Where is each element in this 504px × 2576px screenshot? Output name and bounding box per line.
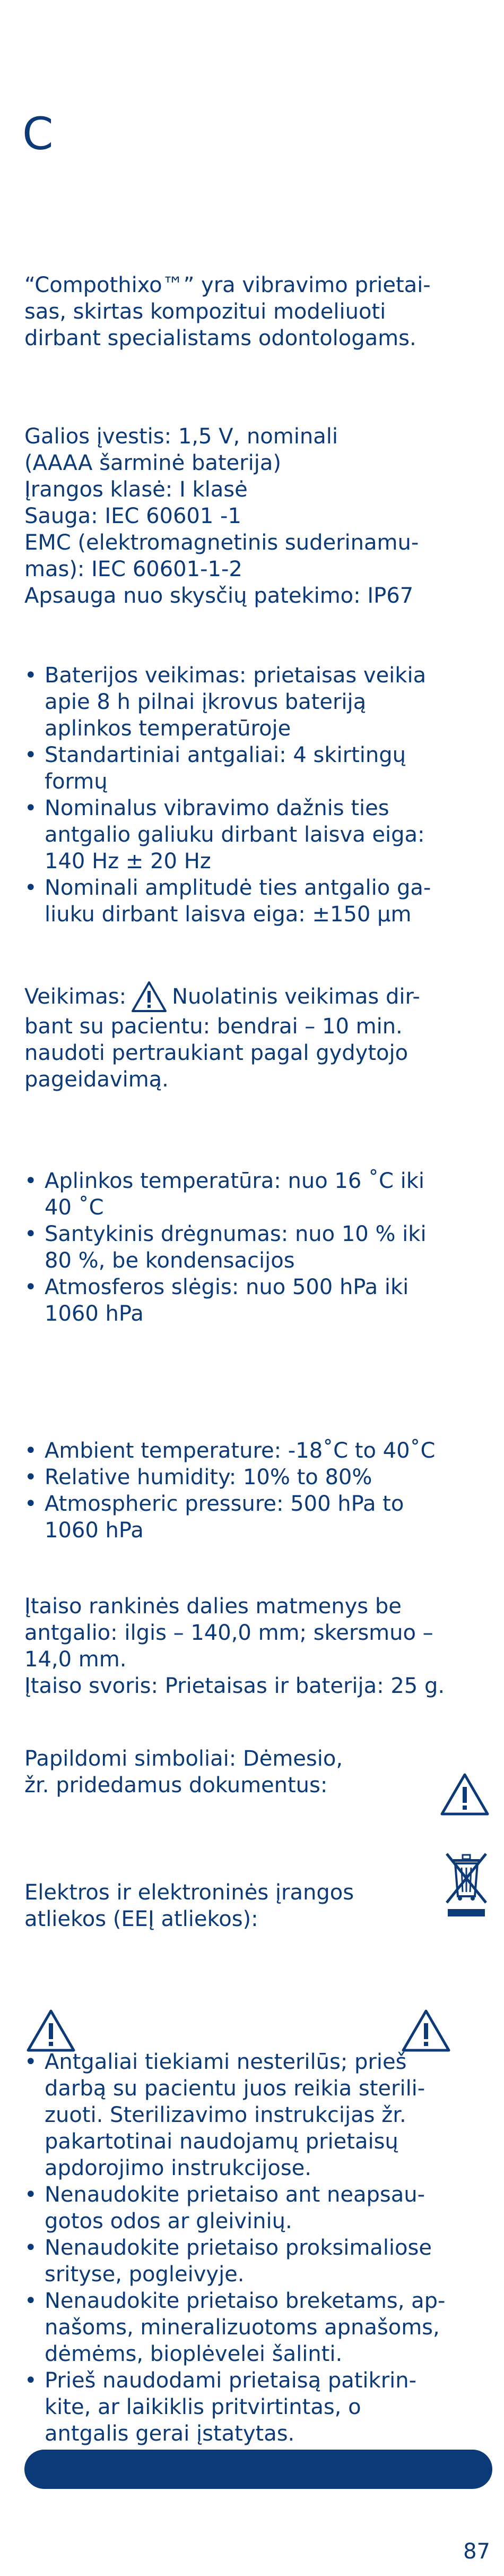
list-item (24, 1221, 486, 1274)
warning-triangle-icon (131, 980, 168, 1013)
item-line: Nenaudokite prietaiso breketams, ap- (45, 2289, 446, 2313)
specs-paragraph (24, 423, 486, 609)
features-list (24, 662, 486, 928)
list-item (24, 1491, 486, 1544)
environment-lt-list (24, 1168, 486, 1327)
list-item (24, 875, 486, 928)
item-line: zuoti. Sterilizavimo instrukcijas žr. (45, 2103, 406, 2127)
item-line: Baterijos veikimas: prietaisas veikia (45, 663, 427, 688)
item-line: Atmospheric pressure: 500 hPa to (45, 1492, 404, 1516)
item-line: Nenaudokite prietaiso ant neapsau- (45, 2183, 425, 2207)
dimension-line: antgalio: ilgis – 140,0 mm; skersmuo – (24, 1621, 433, 1645)
item-line: Nominali amplitudė ties antgalio ga- (45, 876, 431, 900)
bullet: • (24, 1465, 37, 1490)
page-number: 87 (463, 2539, 490, 2564)
item-line: Nominalus vibravimo dažnis ties (45, 796, 389, 820)
item-line: Prieš naudodami prietaisą patikrin- (45, 2368, 417, 2393)
intro-line: “Compothixo™” yra vibravimo prietai- (24, 273, 431, 297)
item-line: aplinkos temperatūroje (45, 716, 291, 741)
bullet: • (24, 2368, 37, 2393)
list-item (24, 1168, 486, 1221)
item-line: Standartiniai antgaliai: 4 skirtingų (45, 743, 406, 767)
spec-line: Sauga: IEC 60601 -1 (24, 504, 241, 528)
footer-bar (24, 2450, 492, 2489)
item-line: gotos odos ar gleivinių. (45, 2209, 292, 2233)
warnings-list (24, 2049, 486, 2447)
item-line: formų (45, 769, 108, 794)
crossed-bin-icon (442, 1850, 490, 1919)
weee-symbol-row (24, 1879, 486, 1932)
dimensions-paragraph (24, 1593, 486, 1699)
warning-triangle-icon (439, 1772, 490, 1817)
item-line: antgalis gerai įstatytas. (45, 2421, 295, 2446)
bullet: • (24, 1169, 37, 1193)
intro-line: sas, skirtas kompozitui modeliuoti (24, 299, 386, 324)
list-item (24, 662, 486, 742)
symbol-text-line: atliekos (EEĮ atliekos): (24, 1907, 258, 1931)
spec-line: Apsauga nuo skysčių patekimo: IP67 (24, 584, 414, 608)
item-line: 1060 hPa (45, 1302, 144, 1326)
item-line: kite, ar laikiklis pritvirtintas, o (45, 2395, 361, 2419)
spec-line: Įrangos klasė: I klasė (24, 477, 248, 502)
spec-line: mas): IEC 60601-1-2 (24, 557, 242, 581)
bullet: • (24, 663, 37, 688)
bullet: • (24, 743, 37, 767)
list-item (24, 2235, 486, 2288)
operation-text-first: Nuolatinis veikimas dir- (172, 985, 420, 1009)
symbol-text-line: Elektros ir elektroninės įrangos (24, 1880, 354, 1905)
list-item (24, 1437, 486, 1464)
list-item (24, 2049, 486, 2181)
item-line: 140 Hz ± 20 Hz (45, 849, 211, 874)
item-line: Santykinis drėgnumas: nuo 10 % iki (45, 1222, 427, 1246)
item-line: Ambient temperature: -18˚C to 40˚C (45, 1439, 436, 1463)
item-line: Antgaliai tiekiami nesterilūs; prieš (45, 2050, 407, 2074)
list-item (24, 1464, 486, 1491)
item-line: 40 ˚C (45, 1195, 104, 1220)
bullet: • (24, 1439, 37, 1463)
list-item (24, 2181, 486, 2235)
item-line: 1060 hPa (45, 1518, 144, 1543)
dimension-line: Įtaiso rankinės dalies matmenys be (24, 1594, 402, 1619)
bullet: • (24, 876, 37, 900)
item-line: Relative humidity: 10% to 80% (45, 1465, 372, 1490)
list-item (24, 1274, 486, 1327)
item-line: Atmosferos slėgis: nuo 500 hPa iki (45, 1275, 409, 1299)
operation-first-line (24, 980, 486, 1013)
operation-label: Veikimas: (24, 985, 127, 1009)
operation-line: pageidavimą. (24, 1067, 169, 1092)
item-line: antgalio galiuku dirbant laisva eiga: (45, 823, 425, 847)
list-item (24, 2288, 486, 2367)
item-line: Aplinkos temperatūra: nuo 16 ˚C iki (45, 1169, 425, 1193)
warning-triangle-icon (25, 2008, 76, 2053)
intro-line: dirbant specialistams odontologams. (24, 326, 416, 350)
bullet: • (24, 2289, 37, 2313)
item-line: 80 %, be kondensacijos (45, 1248, 295, 1273)
symbol-text-line: žr. pridedamus dokumentus: (24, 1773, 328, 1798)
bullet: • (24, 1222, 37, 1246)
item-line: liuku dirbant laisva eiga: ±150 µm (45, 902, 412, 927)
list-item (24, 795, 486, 875)
attention-symbol-row (24, 1745, 486, 1799)
list-item (24, 742, 486, 795)
list-item (24, 2367, 486, 2447)
operation-paragraph (24, 980, 486, 1093)
operation-line: naudoti pertraukiant pagal gydytojo (24, 1041, 409, 1065)
dimension-line: Įtaiso svoris: Prietaisas ir baterija: 25 g. (24, 1674, 445, 1698)
item-line: apdorojimo instrukcijose. (45, 2156, 311, 2180)
dimension-line: 14,0 mm. (24, 1647, 127, 1672)
item-line: dėmėms, bioplėvelei šalinti. (45, 2342, 343, 2366)
bullet: • (24, 2050, 37, 2074)
bullet: • (24, 796, 37, 820)
bullet: • (24, 2183, 37, 2207)
symbol-text-line: Papildomi simboliai: Dėmesio, (24, 1747, 343, 1771)
environment-en-list (24, 1437, 486, 1544)
spec-line: (AAAA šarminė baterija) (24, 451, 281, 475)
item-line: pakartotinai naudojamų prietaisų (45, 2129, 398, 2154)
bullet: • (24, 2236, 37, 2260)
bullet: • (24, 1275, 37, 1299)
spec-line: Galios įvestis: 1,5 V, nominali (24, 424, 338, 449)
item-line: Nenaudokite prietaiso proksimaliose (45, 2236, 432, 2260)
intro-paragraph (24, 272, 486, 352)
bullet: • (24, 1492, 37, 1516)
operation-line: bant su pacientu: bendrai – 10 min. (24, 1014, 403, 1039)
section-letter: C (22, 108, 54, 160)
item-line: apie 8 h pilnai įkrovus bateriją (45, 690, 367, 714)
item-line: našoms, mineralizuotoms apnašoms, (45, 2315, 440, 2340)
spec-line: EMC (elektromagnetinis suderinamu- (24, 530, 419, 555)
item-line: srityse, pogleivyje. (45, 2262, 245, 2287)
item-line: darbą su pacientu juos reikia sterili- (45, 2076, 425, 2101)
warning-triangle-icon (401, 2008, 451, 2053)
